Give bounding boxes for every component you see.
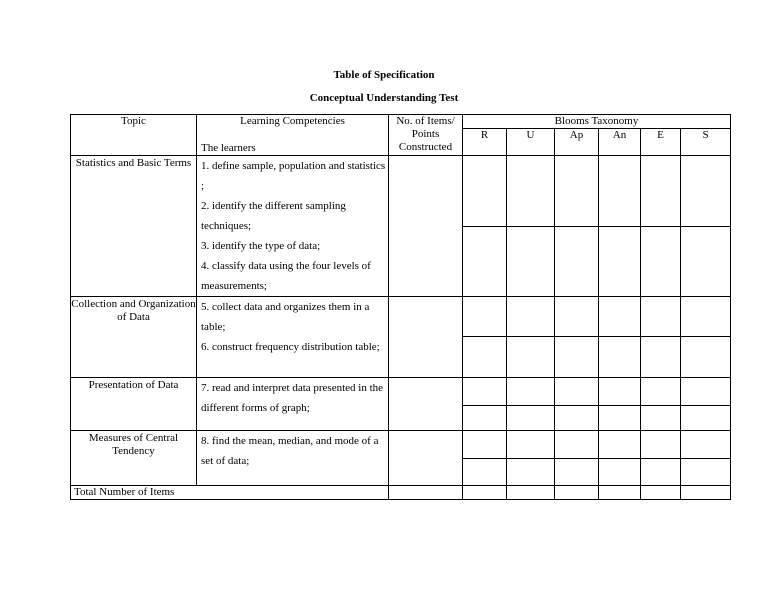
blooms-cell	[507, 227, 555, 297]
blooms-cell	[555, 337, 599, 378]
blooms-cell	[463, 337, 507, 378]
blooms-cell	[599, 486, 641, 500]
items-header-line3: Constructed	[398, 141, 453, 153]
competency-item: 1. define sample, population and statistics ;	[201, 160, 386, 192]
level-header: Ap	[555, 129, 599, 156]
blooms-cell	[641, 406, 681, 431]
blooms-cell	[555, 459, 599, 486]
topic-header	[71, 115, 197, 156]
topic-cell: Presentation of Data	[71, 378, 197, 431]
table-row	[71, 378, 731, 406]
level-header: S	[681, 129, 731, 156]
blooms-cell	[463, 459, 507, 486]
blooms-cell	[507, 156, 555, 227]
level-header: E	[641, 129, 681, 156]
competencies-cell	[197, 378, 389, 431]
blooms-cell	[463, 378, 507, 406]
blooms-cell	[681, 156, 731, 227]
blooms-cell	[463, 406, 507, 431]
blooms-cell	[463, 431, 507, 459]
blooms-cell	[599, 297, 641, 337]
document-title: Table of Specification	[333, 69, 435, 81]
blooms-cell	[463, 297, 507, 337]
blooms-cell	[641, 431, 681, 459]
items-cell	[389, 297, 463, 378]
blooms-cell	[555, 431, 599, 459]
level-header: An	[599, 129, 641, 156]
competencies-cell	[197, 431, 389, 486]
items-cell	[389, 378, 463, 431]
topic-cell: Measures of Central Tendency	[71, 431, 197, 486]
items-cell	[389, 431, 463, 486]
learners-intro: The learners	[201, 142, 256, 154]
table-row	[71, 431, 731, 459]
total-row	[71, 486, 731, 500]
blooms-cell	[599, 378, 641, 406]
blooms-cell	[681, 297, 731, 337]
blooms-cell	[463, 227, 507, 297]
competency-item: 6. construct frequency distribution table;	[201, 341, 380, 353]
total-items-cell	[389, 486, 463, 500]
competency-item: 4. classify data using the four levels of measurements;	[201, 260, 371, 292]
blooms-cell	[641, 378, 681, 406]
items-header-line1: No. of Items/	[396, 115, 455, 127]
competency-item: 8. find the mean, median, and mode of a set of data;	[201, 435, 379, 467]
level-header: U	[507, 129, 555, 156]
blooms-cell	[599, 227, 641, 297]
blooms-cell	[507, 406, 555, 431]
blooms-cell	[555, 297, 599, 337]
total-label: Total Number of Items	[71, 486, 389, 500]
blooms-cell	[507, 337, 555, 378]
blooms-cell	[681, 406, 731, 431]
blooms-cell	[641, 337, 681, 378]
competency-item: 5. collect data and organizes them in a table;	[201, 301, 370, 333]
blooms-cell	[641, 156, 681, 227]
blooms-cell	[599, 406, 641, 431]
competency-item: 3. identify the type of data;	[201, 240, 321, 252]
table-row	[71, 156, 731, 227]
blooms-cell	[641, 459, 681, 486]
blooms-taxonomy-label: Blooms Taxonomy	[554, 115, 639, 127]
level-header: R	[463, 129, 507, 156]
blooms-cell	[555, 486, 599, 500]
blooms-cell	[507, 459, 555, 486]
blooms-cell	[681, 431, 731, 459]
blooms-cell	[641, 486, 681, 500]
blooms-cell	[641, 297, 681, 337]
blooms-cell	[681, 378, 731, 406]
blooms-cell	[507, 297, 555, 337]
blooms-taxonomy-header	[463, 115, 731, 129]
blooms-cell	[463, 156, 507, 227]
table-row	[71, 297, 731, 337]
blooms-cell	[507, 431, 555, 459]
topic-cell: Collection and Organization of Data	[71, 297, 197, 378]
blooms-cell	[463, 486, 507, 500]
competencies-header-label: Learning Competencies	[240, 115, 345, 127]
items-cell	[389, 156, 463, 297]
blooms-cell	[599, 431, 641, 459]
items-header	[389, 115, 463, 156]
blooms-cell	[555, 227, 599, 297]
blooms-cell	[507, 378, 555, 406]
blooms-cell	[641, 227, 681, 297]
blooms-cell	[681, 459, 731, 486]
competencies-header	[197, 115, 389, 156]
topic-cell: Statistics and Basic Terms	[71, 156, 197, 297]
blooms-cell	[599, 459, 641, 486]
blooms-cell	[681, 227, 731, 297]
blooms-cell	[681, 486, 731, 500]
topic-header-label: Topic	[121, 115, 146, 127]
blooms-cell	[555, 406, 599, 431]
blooms-cell	[681, 337, 731, 378]
blooms-cell	[507, 486, 555, 500]
competency-item: 7. read and interpret data presented in the different forms of graph;	[201, 382, 384, 414]
items-header-line2: Points	[411, 128, 440, 140]
blooms-cell	[599, 337, 641, 378]
blooms-cell	[555, 378, 599, 406]
competencies-cell	[197, 297, 389, 378]
specification-table	[70, 114, 731, 500]
blooms-cell	[599, 156, 641, 227]
competencies-cell	[197, 156, 389, 297]
competency-item: 2. identify the different sampling techniques;	[201, 200, 346, 232]
blooms-cell	[555, 156, 599, 227]
document-subtitle: Conceptual Understanding Test	[309, 92, 459, 104]
